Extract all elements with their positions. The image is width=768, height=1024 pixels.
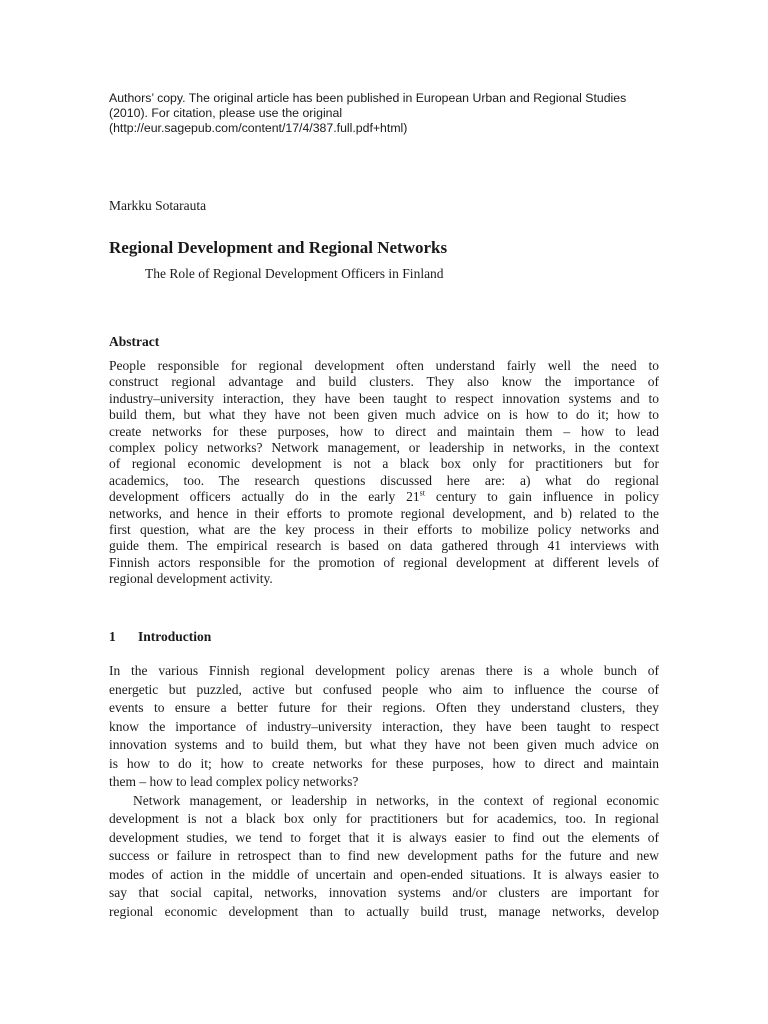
citation-note bbox=[109, 91, 669, 136]
citation-note-line: (http://eur.sagepub.com/content/17/4/387.full.pdf+html) bbox=[109, 121, 408, 135]
body-line: say that social capital, networks, innovation systems and/or clusters are important for bbox=[109, 885, 659, 900]
abstract-line-head: development officers actually do in the early 21 bbox=[109, 489, 420, 505]
abstract-line: academics, too. The research questions discussed here are: a) what do regional bbox=[109, 472, 659, 488]
author-name: Markku Sotarauta bbox=[109, 198, 207, 213]
body-line: them – how to lead complex policy networks? bbox=[109, 774, 359, 789]
abstract-line: construct regional advantage and build clusters. They also know the importance of bbox=[109, 374, 659, 390]
abstract-line-with-superscript bbox=[109, 489, 659, 505]
abstract-line-tail: century to gain influence in policy bbox=[424, 489, 659, 505]
body-line: is how to do it; how to create networks for these purposes, how to direct and maintain bbox=[109, 755, 659, 771]
abstract-body bbox=[109, 358, 659, 587]
section-title: Introduction bbox=[138, 629, 212, 644]
ordinal-superscript: st bbox=[419, 488, 425, 498]
abstract-line: first question, what are the key process in their efforts to mobilize policy networks and bbox=[109, 521, 659, 537]
abstract-line: build them, but what they have not been given much advice on is how to do it; how to bbox=[109, 407, 659, 423]
abstract-line: complex policy networks? Network management, or leadership in networks, in the context bbox=[109, 439, 659, 455]
body-line: Network management, or leadership in networks, in the context of regional economic bbox=[133, 792, 659, 808]
body-line: modes of action in the middle of uncertain and open-ended situations. It is always easier to bbox=[109, 866, 659, 882]
introduction-body bbox=[109, 662, 659, 921]
body-line: events to ensure a better future for their regions. Often they understand clusters, they bbox=[109, 700, 659, 715]
citation-note-line: Authors’ copy. The original article has been published in European Urban and Regional Studies bbox=[109, 91, 627, 105]
abstract-line: of regional economic development is not a black box only for practitioners but for bbox=[109, 456, 659, 472]
paper-subtitle: The Role of Regional Development Officers in Finland bbox=[145, 266, 444, 281]
body-line: development studies, we tend to forget that it is always easier to find out the elements of bbox=[109, 829, 659, 845]
abstract-line: guide them. The empirical research is based on data gathered through 41 interviews with bbox=[109, 538, 659, 554]
abstract-line: create networks for these purposes, how to direct and maintain them – how to lead bbox=[109, 423, 659, 439]
abstract-heading: Abstract bbox=[109, 334, 160, 349]
body-line: know the importance of industry–university interaction, they have been taught to respect bbox=[109, 718, 659, 734]
section-number: 1 bbox=[109, 629, 116, 644]
abstract-line: Finnish actors responsible for the promotion of regional development at different levels of bbox=[109, 554, 659, 570]
body-line: regional economic development than to actually build trust, manage networks, develop bbox=[109, 903, 659, 919]
body-line: success or failure in retrospect than to find new development paths for the future and new bbox=[109, 848, 659, 863]
body-line: energetic but puzzled, active but confused people who aim to influence the course of bbox=[109, 681, 659, 697]
body-line: In the various Finnish regional development policy arenas there is a whole bunch of bbox=[109, 663, 659, 678]
abstract-line: networks, and hence in their efforts to promote regional development, and b) related to the bbox=[109, 505, 659, 521]
paper-title: Regional Development and Regional Networks bbox=[109, 238, 448, 257]
body-line: development is not a black box only for practitioners but for academics, too. In regional bbox=[109, 811, 659, 826]
citation-note-line: (2010). For citation, please use the original bbox=[109, 106, 343, 120]
section-heading bbox=[109, 629, 211, 645]
abstract-line: People responsible for regional development often understand fairly well the need to bbox=[109, 358, 659, 373]
body-line: innovation systems and to build them, but what they have not been given much advice on bbox=[109, 737, 659, 752]
abstract-line: regional development activity. bbox=[109, 571, 273, 587]
abstract-line: industry–university interaction, they have been taught to respect innovation systems and to bbox=[109, 390, 659, 406]
